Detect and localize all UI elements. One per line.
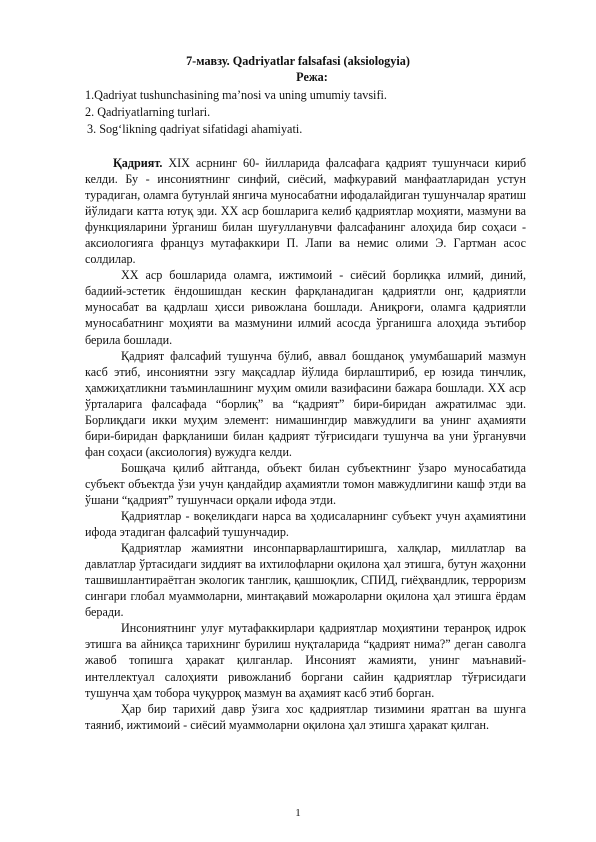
paragraph [85,155,526,267]
plan-item: 1.Qadriyat tushunchasining ma’nosi va uning umumiy tavsifi. [85,88,387,102]
term-heading: Қадрият. [113,156,163,170]
paragraph-text: XIX асрнинг 60- йилларида фалсафага қадрият тушунчаси кириб келди. Бу - инсониятнинг синфий, сиёсий, мафкуравий манфаатларидан устун турадиган, оламга бутунлай янгича муносабатни ифодалайдиган тушунчалар яратиш йўлидаги катта ютуқ эди. XX аср бошларига келиб қадриятлар моҳияти, мазмуни ва функцияларини ўрганиш билан шуғулланувчи фалсафанинг алоҳида бир соҳаси - аксиологияга француз мутафаккири П. Лапи ва немис олими Э. Гартман асос солдилар. [85,156,526,267]
plan-list [85,87,387,138]
plan-item: 2. Qadriyatlarning turlari. [85,105,211,119]
plan-item: 3. Sog‘likning qadriyat sifatidagi ahamiyati. [87,122,303,136]
paragraph: Инсониятнинг улуғ мутафаккирлари қадриятлар моҳиятини теранроқ идрок этишга ва айниқса тарихнинг бурилиш нуқталарида “қадрият нима?” деган саволга жавоб топишга ҳаракат қилганлар. Инсоният жамияти, унинг маънавий-интеллектуал салоҳияти ривожланиб боргани сайин қадриятлар тўғрисидаги тушунча ҳам тобора чуқурроқ мазмун ва аҳамият касб этиб борган. [85,621,526,700]
paragraph: Ҳар бир тарихий давр ўзига хос қадриятлар тизимини яратган ва шунга таяниб, ижтимоий - сиёсий муаммоларни оқилона ҳал этишга ҳаракат қилган. [85,701,526,732]
paragraph: Қадрият фалсафий тушунча бўлиб, аввал бошданоқ умумбашарий мазмун касб этиб, инсониятни эзгу мақсадлар йўлида бирлаштириб, ер юзида тинчлик, ҳамжиҳатликни таъминлашнинг муҳим омили вазифасини бажара бошлади. XX аср ўрталарига фалсафада “борлиқ” ва “қадрият” бири-биридан ажратилмас эди. Борлиқдаги икки муҳим элемент: нимашингдир мавжудлиги ва унинг аҳамияти бири-биридан фарқланиши билан қадрият тўғрисидаги тушунча ва уни ўрганувчи фан соҳаси (аксиология) вужудга келди. [85,348,526,459]
paragraph: Қадриятлар жамиятни инсонпарварлаштиришга, халқлар, миллатлар ва давлатлар ўртасидаги зиддият ва ихтилофларни оқилона ҳал этишга, бутун жаҳонни ташвишлантираётган экологик танглик, қашшоқлик, СПИД, гиёҳвандлик, терроризм сингари глобал муаммоларни, минтақавий можароларни оқилона ҳал этишга ёрдам беради. [85,541,526,620]
body-text [85,155,526,733]
page-number: 1 [295,807,301,819]
paragraph: XX аср бошларида оламга, ижтимоий - сиёсий борлиқка илмий, диний, бадиий-эстетик ёндошишдан кескин фарқланадиган қадриятли онг, қадриятли муносабат ва қадрлаш ҳисси ривожлана бошлади. Аниқроғи, оламга қадриятли муносабатнинг моҳияти ва мазмунини илмий асосда ўрганишга алоҳида эътибор берила бошлади. [85,268,526,347]
lecture-title: 7-мавзу. Qadriyatlar falsafasi (aksiologyia) [186,54,410,68]
paragraph: Қадриятлар - воқеликдаги нарса ва ҳодисаларнинг субъект учун аҳамиятини ифода этадиган фалсафий тушунчадир. [85,509,526,540]
plan-heading: Режа: [296,70,328,84]
paragraph: Бошқача қилиб айтганда, объект билан субъектнинг ўзаро муносабатида субъект объектда ўзи учун қандайдир аҳамиятли томон мавжудлигини кашф этди ва ўшани “қадрият” тушунчаси орқали ифода этди. [85,460,526,507]
